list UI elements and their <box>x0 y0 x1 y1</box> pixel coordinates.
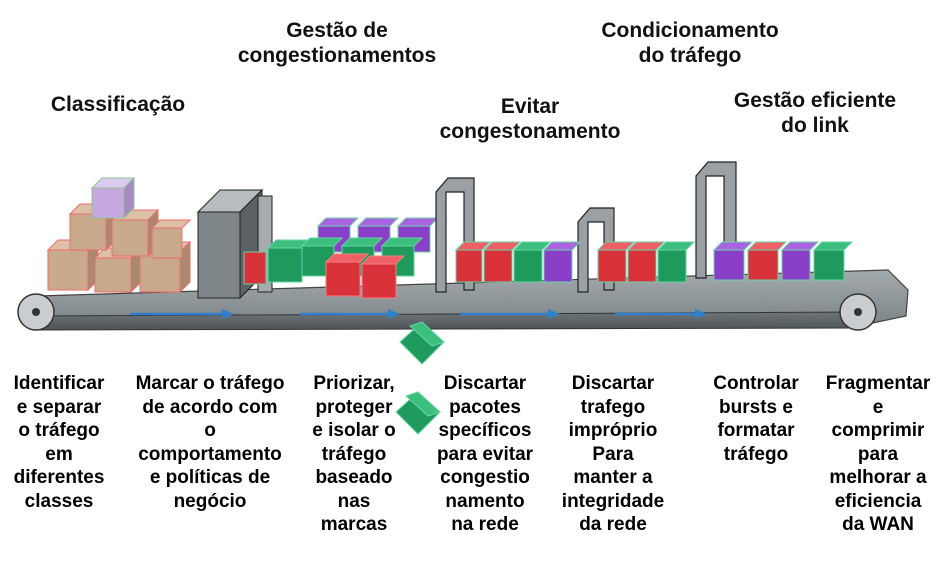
title-congestion-avoidance: Evitar congestonamento <box>439 95 621 143</box>
desc-traffic-shaping: Controlar bursts e formatar tráfego <box>713 373 799 465</box>
desc-marking: Marcar o tráfego de acordo com o comportamento e políticas de negócio <box>135 373 285 512</box>
policed-packets <box>598 242 694 282</box>
roller-right <box>840 294 876 330</box>
desc-congestion-avoidance: Discartar pacotes specíficos para evitar congestio namento na rede <box>436 373 534 535</box>
desc-link-efficiency: Fragmentar e comprimir para melhorar a eficiencia da WAN <box>825 373 931 535</box>
unclassified-packets <box>48 178 190 292</box>
title-traffic-shaping: Condicionamento do tráfego <box>601 19 779 67</box>
title-congestion-management: Gestão de congestionamentos <box>237 19 437 67</box>
desc-classification: Identificar e separar o tráfego em diferentes classes <box>13 373 105 512</box>
title-classification: Classificação <box>50 93 186 116</box>
desc-congestion-management: Priorizar, proteger e isolar o tráfego baseado nas marcas <box>312 373 396 535</box>
desc-policing: Discartar trafego impróprio Para manter a integridade da rede <box>561 373 665 535</box>
title-link-efficiency: Gestão eficiente do link <box>733 89 897 137</box>
roller-left <box>18 294 54 330</box>
avoidance-packets <box>456 242 580 282</box>
shaped-packets <box>714 242 852 280</box>
